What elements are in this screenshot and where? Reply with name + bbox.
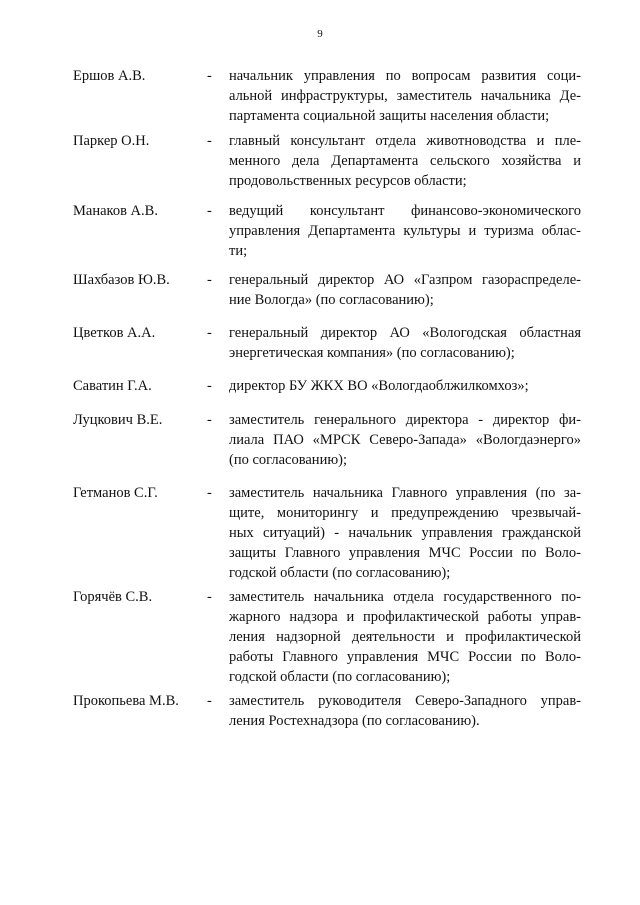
member-name: Шахбазов Ю.В. bbox=[73, 272, 170, 288]
position-line: щите, мониторингу и предупреждению чрезвычай- bbox=[229, 505, 581, 521]
member-name: Гетманов С.Г. bbox=[73, 485, 158, 501]
position-line: ных ситуаций) - начальник управления гражданской bbox=[229, 525, 581, 541]
position-line: главный консультант отдела животноводства и пле- bbox=[229, 133, 581, 149]
position-line: начальник управления по вопросам развития соци- bbox=[229, 68, 581, 84]
member-name: Манаков А.В. bbox=[73, 203, 158, 219]
position-line: ведущий консультант финансово-экономического bbox=[229, 203, 581, 219]
position-line: директор БУ ЖКХ ВО «Вологдаоблжилкомхоз»; bbox=[229, 378, 529, 394]
position-line: заместитель руководителя Северо-Западного управ- bbox=[229, 693, 581, 709]
position-line: альной инфраструктуры, заместитель начальника Де- bbox=[229, 88, 581, 104]
member-name: Прокопьева М.В. bbox=[73, 693, 179, 709]
position-line: энергетическая компания» (по согласованию); bbox=[229, 345, 515, 361]
member-name: Паркер О.Н. bbox=[73, 133, 150, 149]
member-name: Саватин Г.А. bbox=[73, 378, 152, 394]
position-line: менного дела Департамента сельского хозяйства и bbox=[229, 153, 581, 169]
position-line: работы Главного управления МЧС России по Воло- bbox=[229, 649, 581, 665]
member-dash: - bbox=[207, 485, 212, 501]
position-line: защиты Главного управления МЧС России по Воло- bbox=[229, 545, 581, 561]
member-dash: - bbox=[207, 68, 212, 84]
position-line: заместитель начальника Главного управления (по за- bbox=[229, 485, 581, 501]
position-line: заместитель генерального директора - директор фи- bbox=[229, 412, 581, 428]
member-position bbox=[229, 66, 581, 126]
position-line: заместитель начальника отдела государственного по- bbox=[229, 589, 581, 605]
position-line: ние Вологда» (по согласованию); bbox=[229, 292, 434, 308]
position-line: годской области (по согласованию); bbox=[229, 565, 451, 581]
member-position bbox=[229, 270, 581, 310]
position-line: (по согласованию); bbox=[229, 452, 348, 468]
position-line: продовольственных ресурсов области; bbox=[229, 173, 467, 189]
member-dash: - bbox=[207, 378, 212, 394]
member-dash: - bbox=[207, 589, 212, 605]
member-name: Горячёв С.В. bbox=[73, 589, 153, 605]
member-position bbox=[229, 587, 581, 687]
member-dash: - bbox=[207, 412, 212, 428]
member-name: Цветков А.А. bbox=[73, 325, 156, 341]
position-line: партамента социальной защиты населения области; bbox=[229, 108, 550, 124]
position-line: ления Ростехнадзора (по согласованию). bbox=[229, 713, 480, 729]
member-dash: - bbox=[207, 325, 212, 341]
member-position bbox=[229, 131, 581, 191]
member-position bbox=[229, 323, 581, 363]
position-line: ления надзорной деятельности и профилактической bbox=[229, 629, 581, 645]
member-name: Ершов А.В. bbox=[73, 68, 146, 84]
position-line: генеральный директор АО «Газпром газораспределе- bbox=[229, 272, 581, 288]
page-number: 9 bbox=[317, 28, 323, 40]
member-position bbox=[229, 483, 581, 583]
member-position bbox=[229, 201, 581, 261]
member-name: Луцкович В.Е. bbox=[73, 412, 163, 428]
position-line: ти; bbox=[229, 243, 248, 259]
position-line: годской области (по согласованию); bbox=[229, 669, 451, 685]
position-line: генеральный директор АО «Вологодская областная bbox=[229, 325, 581, 341]
member-dash: - bbox=[207, 272, 212, 288]
member-dash: - bbox=[207, 133, 212, 149]
member-dash: - bbox=[207, 693, 212, 709]
member-position bbox=[229, 376, 581, 396]
position-line: управления Департамента культуры и туризма облас- bbox=[229, 223, 581, 239]
member-position bbox=[229, 691, 581, 731]
member-position bbox=[229, 410, 581, 470]
position-line: лиала ПАО «МРСК Северо-Запада» «Вологдаэнерго» bbox=[229, 432, 581, 448]
position-line: жарного надзора и профилактической работы управ- bbox=[229, 609, 581, 625]
member-dash: - bbox=[207, 203, 212, 219]
